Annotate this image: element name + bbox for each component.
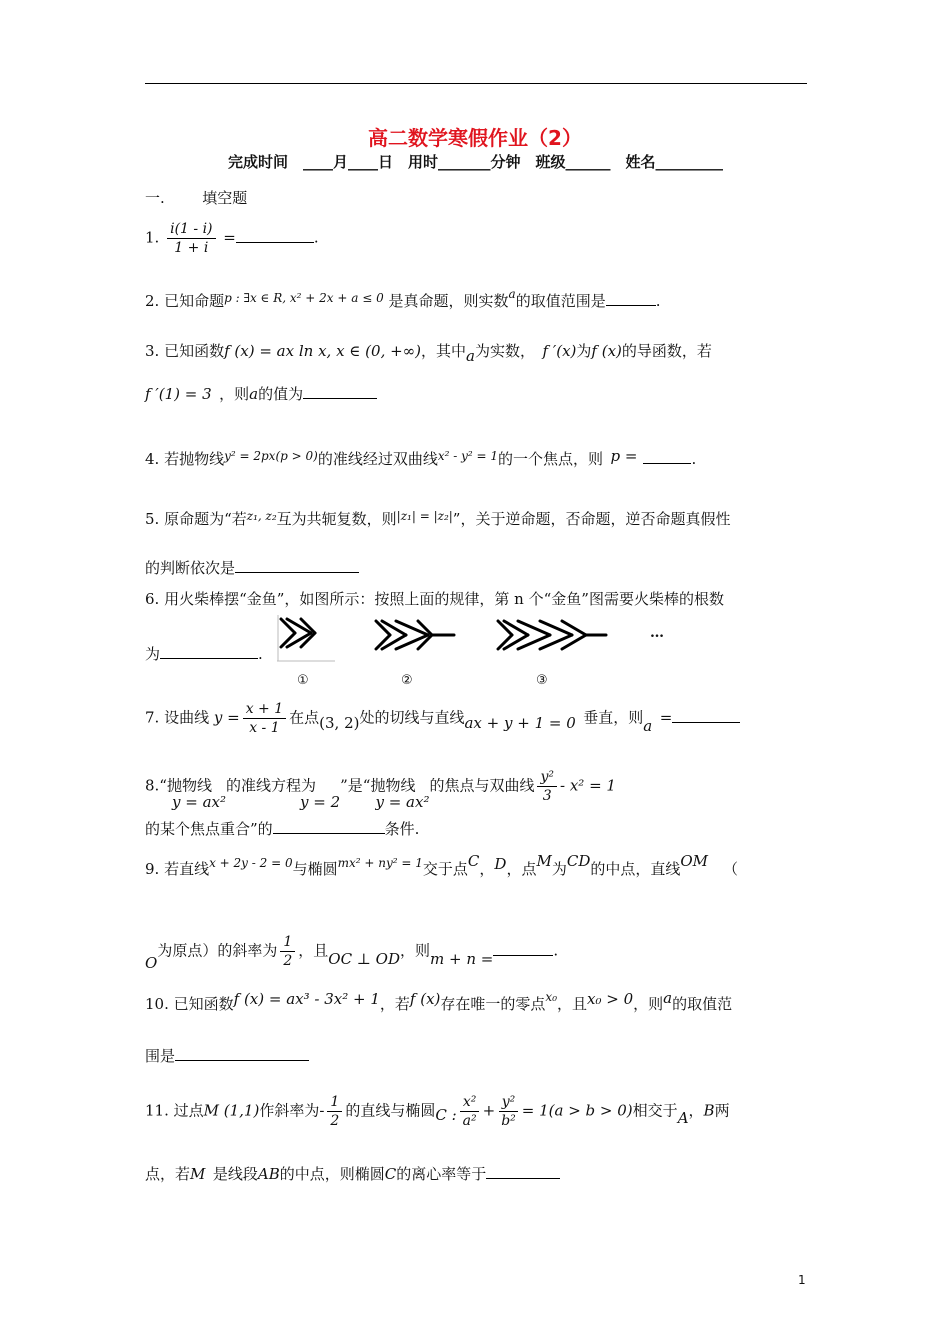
answer-blank[interactable] bbox=[175, 1045, 309, 1061]
q7-fraction: $\frac{x + 1}{x - 1}$ bbox=[243, 700, 286, 737]
question-6-cont: 为 . bbox=[145, 645, 263, 663]
answer-blank[interactable] bbox=[160, 643, 258, 659]
answer-blank[interactable] bbox=[273, 818, 385, 834]
figure-ellipsis: … bbox=[650, 625, 664, 641]
answer-blank[interactable] bbox=[606, 290, 656, 306]
goldfish-figure-1 bbox=[277, 611, 335, 663]
answer-blank[interactable] bbox=[236, 227, 314, 243]
answer-blank[interactable] bbox=[235, 557, 359, 573]
question-10-cont: 围是 bbox=[145, 1045, 309, 1066]
header-rule bbox=[145, 83, 807, 84]
q11-ellipse-x-fraction: $\frac{\text{x²}}{\text{a²}}$ bbox=[460, 1093, 480, 1130]
q11-ellipse-y-fraction: $\frac{\text{y²}}{\text{b²}}$ bbox=[498, 1093, 519, 1130]
figure-label-1: ① bbox=[297, 673, 309, 688]
question-8-cont: 的某个焦点重合”的 条件. bbox=[145, 820, 420, 838]
question-3: 3. 已知函数f (x) = ax ln x, x ∈ (0, +∞)，其中a为实数， f ′(x)为f (x)的导函数，若 bbox=[145, 342, 712, 365]
answer-blank[interactable] bbox=[486, 1163, 560, 1179]
section-heading: 一. 填空题 bbox=[145, 189, 248, 207]
goldfish-figure-2 bbox=[372, 611, 462, 663]
q11-slope-fraction: $\frac{1}{2}$ bbox=[327, 1093, 342, 1130]
question-5: 5. 原命题为“若$^{z_1, z_2}$互为共轭复数，则$^{|z_1| = |z_2|}$”，关于逆命题，否命题，逆否命题真假性 bbox=[145, 509, 731, 528]
q1-fraction: $\frac{i(1 - i)}{1 + i}$ bbox=[167, 220, 215, 257]
question-4: 4. 若抛物线$^{y^2 = 2px(p > 0)}$的准线经过双曲线$^{x^2 - y^2 = 1}$的一个焦点，则 p = . bbox=[145, 447, 697, 468]
page-title: 高二数学寒假作业（2） bbox=[368, 126, 582, 150]
question-3-cont: f ′(1) = 3 ，则a的值为 bbox=[145, 383, 377, 404]
page-number: 1 bbox=[798, 1273, 806, 1287]
answer-blank[interactable] bbox=[672, 707, 740, 723]
question-2: 2. 已知命题$^{p : \exists x \in R, x^2 + 2x + a \le 0}$ 是真命题，则实数$^a$的取值范围是 . bbox=[145, 287, 661, 310]
figure-label-2: ② bbox=[401, 673, 413, 688]
question-6: 6. 用火柴棒摆“金鱼”，如图所示：按照上面的规律，第 n 个“金鱼”图需要火柴棒的根数 bbox=[145, 590, 724, 608]
question-8: 8.“抛物线y = ax²的准线方程为y = 2”是“抛物线y = ax²的焦点与双曲线 $\frac{\text{y²}}{3}$ - x² = 1 bbox=[145, 769, 616, 811]
answer-blank[interactable] bbox=[303, 383, 377, 399]
question-5-cont: 的判断依次是 bbox=[145, 557, 359, 578]
goldfish-figure-3 bbox=[494, 611, 612, 663]
question-7: 7. 设曲线 y = $\frac{x + 1}{x - 1}$ 在点(3, 2)处的切线与直线ax + y + 1 = 0 垂直，则a = bbox=[145, 700, 740, 737]
answer-blank[interactable] bbox=[493, 940, 553, 956]
question-10: 10. 已知函数f (x) = ax³ - 3x² + 1，若f (x)存在唯一的零点$^{x_0}$，且x₀ > 0，则a的取值范 bbox=[145, 989, 733, 1013]
question-9: 9. 若直线$^{x + 2y - 2 = 0}$与椭圆$^{mx^2 + ny^2 = 1}$交于点C，D，点M为CD的中点，直线OM （ bbox=[145, 852, 739, 878]
question-11-cont: 点，若M 是线段AB的中点，则椭圆C的离心率等于 bbox=[145, 1163, 560, 1184]
info-line: 完成时间 ____月____日 用时_______分钟 班级______ 姓名_________ bbox=[228, 153, 724, 171]
answer-blank[interactable] bbox=[643, 448, 691, 464]
question-9-cont: O为原点）的斜率为 $\frac{1}{2}$ ，且OC ⊥ OD，则m + n = . bbox=[145, 934, 559, 972]
q9-fraction: $\frac{1}{2}$ bbox=[280, 933, 295, 970]
question-11: 11. 过点M (1,1)作斜率为- $\frac{1}{2}$ 的直线与椭圆C : $\frac{\text{x²}}{\text{a²}}$ + $\frac{\text{y²}}{\text{b²}}$ = 1(a > b > 0)相交于A，B两 bbox=[145, 1094, 730, 1129]
q8-fraction: $\frac{\text{y²}}{3}$ bbox=[537, 768, 557, 805]
question-1: 1. $\frac{i(1 - i)}{1 + i}$ = . bbox=[145, 221, 319, 256]
figure-label-3: ③ bbox=[536, 673, 548, 688]
